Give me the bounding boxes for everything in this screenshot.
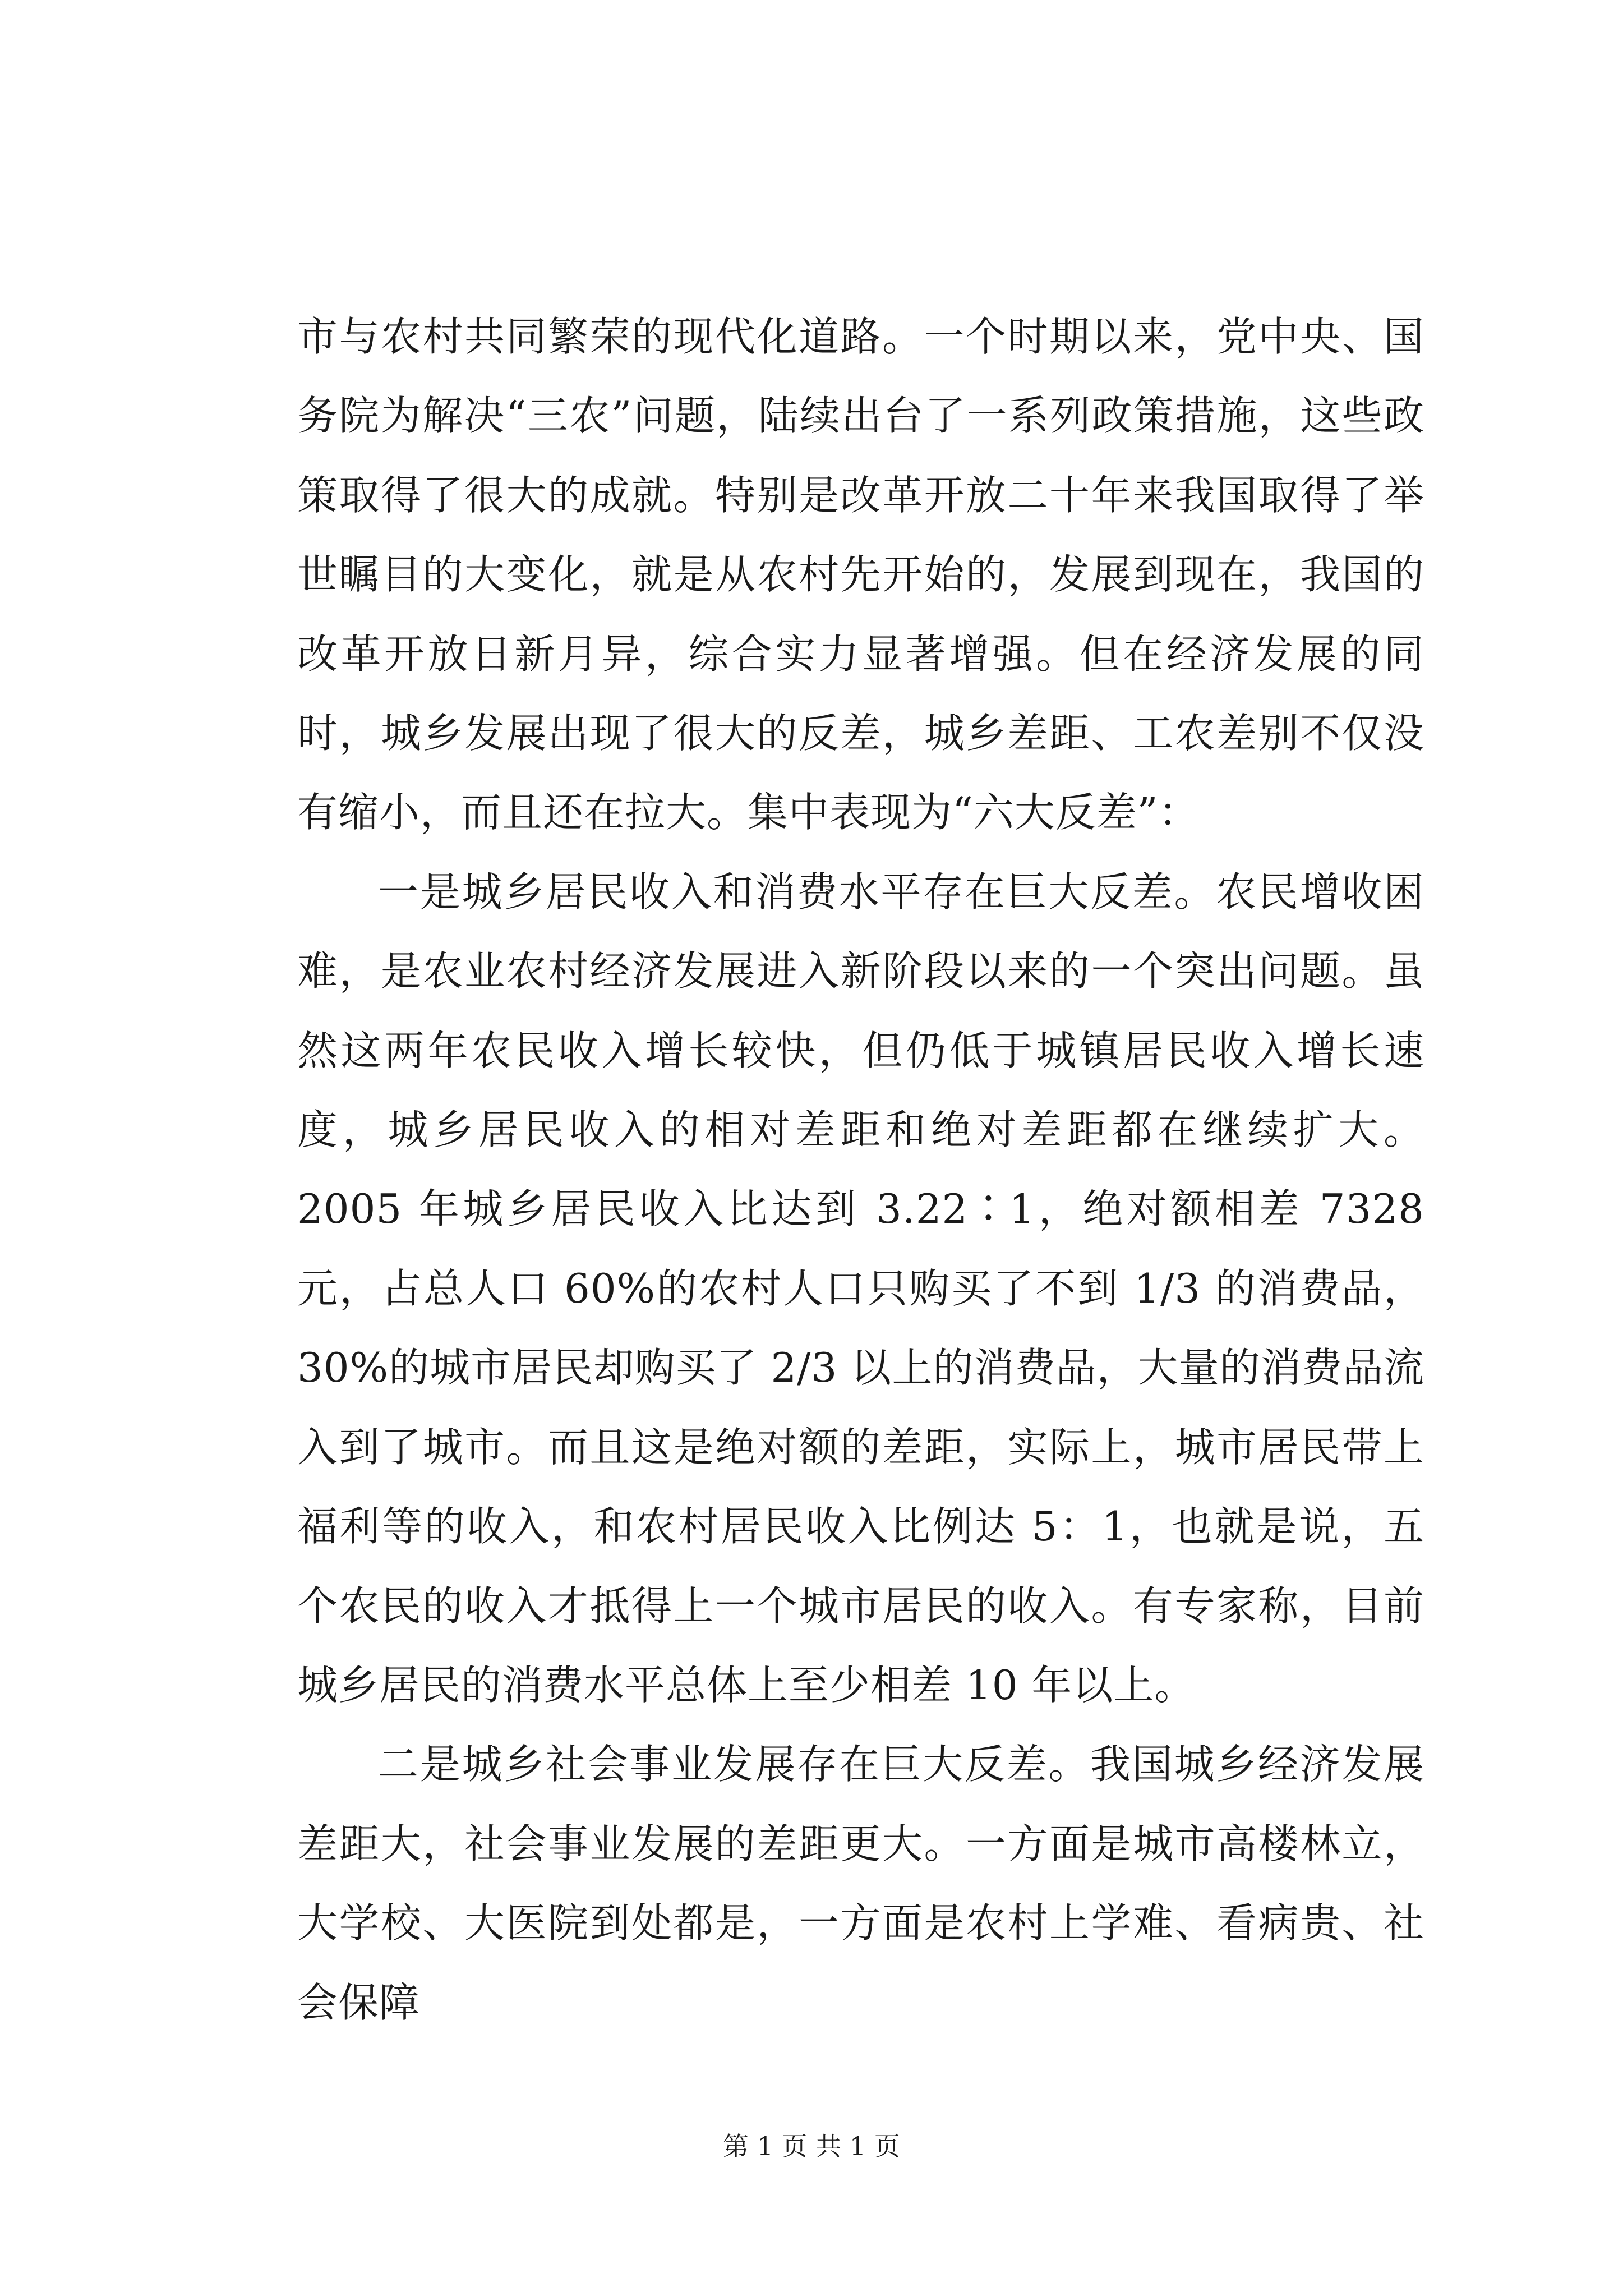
document-body [297, 297, 1424, 2042]
paragraph-income-gap: 一是城乡居民收入和消费水平存在巨大反差。农民增收困难，是农业农村经济发展进入新阶段以来的一个突出问题。虽然这两年农民收入增长较快，但仍低于城镇居民收入增长速度，城乡居民收入的相对差距和绝对差距都在继续扩大。2005 年城乡居民收入比达到 3.22∶1，绝对额相差 7328 元，占总人口 60%的农村人口只购买了不到 1/3 的消费品，30%的城市居民却购买了 2/3 以上的消费品，大量的消费品流入到了城市。而且这是绝对额的差距，实际上，城市居民带上福利等的收入，和农村居民收入比例达 5：1，也就是说，五个农民的收入才抵得上一个城市居民的收入。有专家称，目前城乡居民的消费水平总体上至少相差 10 年以上。 [297, 868, 1424, 1709]
paragraph-intro: 市与农村共同繁荣的现代化道路。一个时期以来，党中央、国务院为解决“三农”问题，陆续出台了一系列政策措施，这些政策取得了很大的成就。特别是改革开放二十年来我国取得了举世瞩目的大变化，就是从农村先开始的，发展到现在，我国的改革开放日新月异，综合实力显著增强。但在经济发展的同时，城乡发展出现了很大的反差，城乡差距、工农差别不仅没有缩小，而且还在拉大。集中表现为“六大反差”： [297, 313, 1424, 836]
page-footer: 第 1 页 共 1 页 [723, 2131, 900, 2161]
paragraph-social-gap: 二是城乡社会事业发展存在巨大反差。我国城乡经济发展差距大，社会事业发展的差距更大。一方面是城市高楼林立，大学校、大医院到处都是，一方面是农村上学难、看病贵、社会保障 [297, 1741, 1424, 2026]
